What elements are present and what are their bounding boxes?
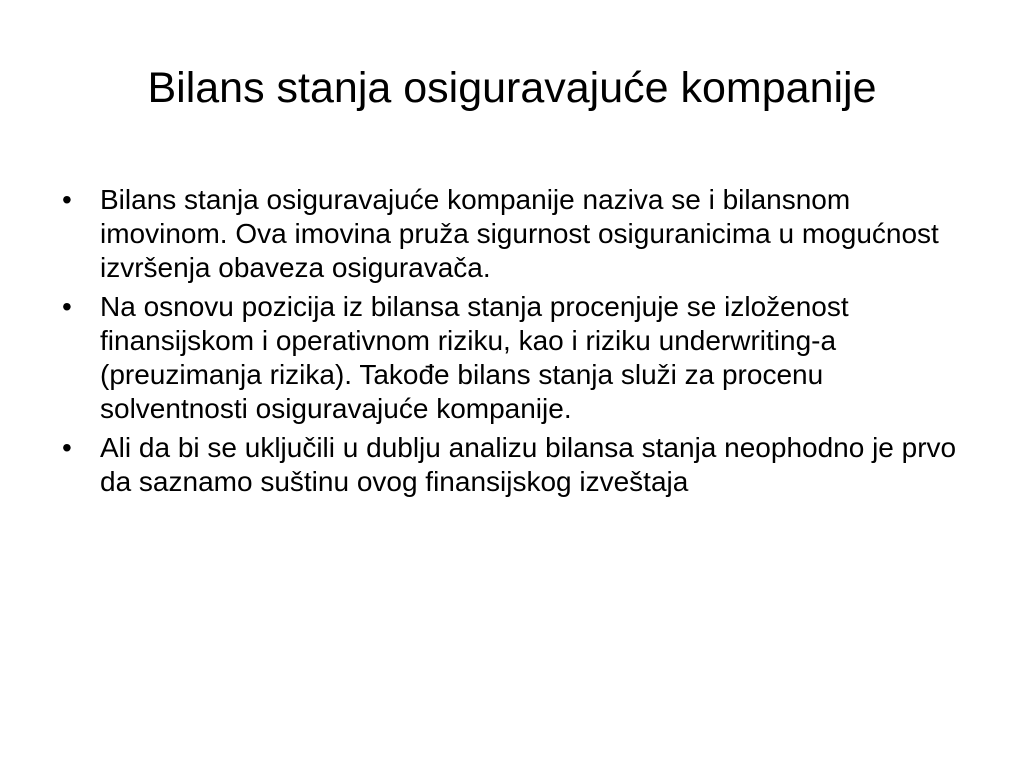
bullet-text: Bilans stanja osiguravajuće kompanije naziva se i bilansnom imovinom. Ova imovina pruža sigurnost osiguranicima u mogućnost izvršenja obaveza osiguravača. xyxy=(100,184,939,283)
bullet-item xyxy=(62,290,972,426)
slide-title: Bilans stanja osiguravajuće kompanije xyxy=(147,64,877,112)
bullet-text: Ali da bi se uključili u dublju analizu bilansa stanja neophodno je prvo da saznamo suštinu ovog finansijskog izveštaja xyxy=(100,432,957,497)
bullet-item xyxy=(62,431,972,499)
bullet-icon: • xyxy=(62,291,72,322)
bullet-icon: • xyxy=(62,432,72,463)
bullet-text: Na osnovu pozicija iz bilansa stanja procenjuje se izloženost finansijskom i operativnom riziku, kao i riziku underwriting-a (preuzimanja rizika). Takođe bilans stanja služi za procenu solventnosti osiguravajuće kompanije. xyxy=(100,291,849,424)
bullet-item xyxy=(62,183,972,285)
bullet-icon: • xyxy=(62,184,72,215)
bullet-list xyxy=(62,183,972,504)
